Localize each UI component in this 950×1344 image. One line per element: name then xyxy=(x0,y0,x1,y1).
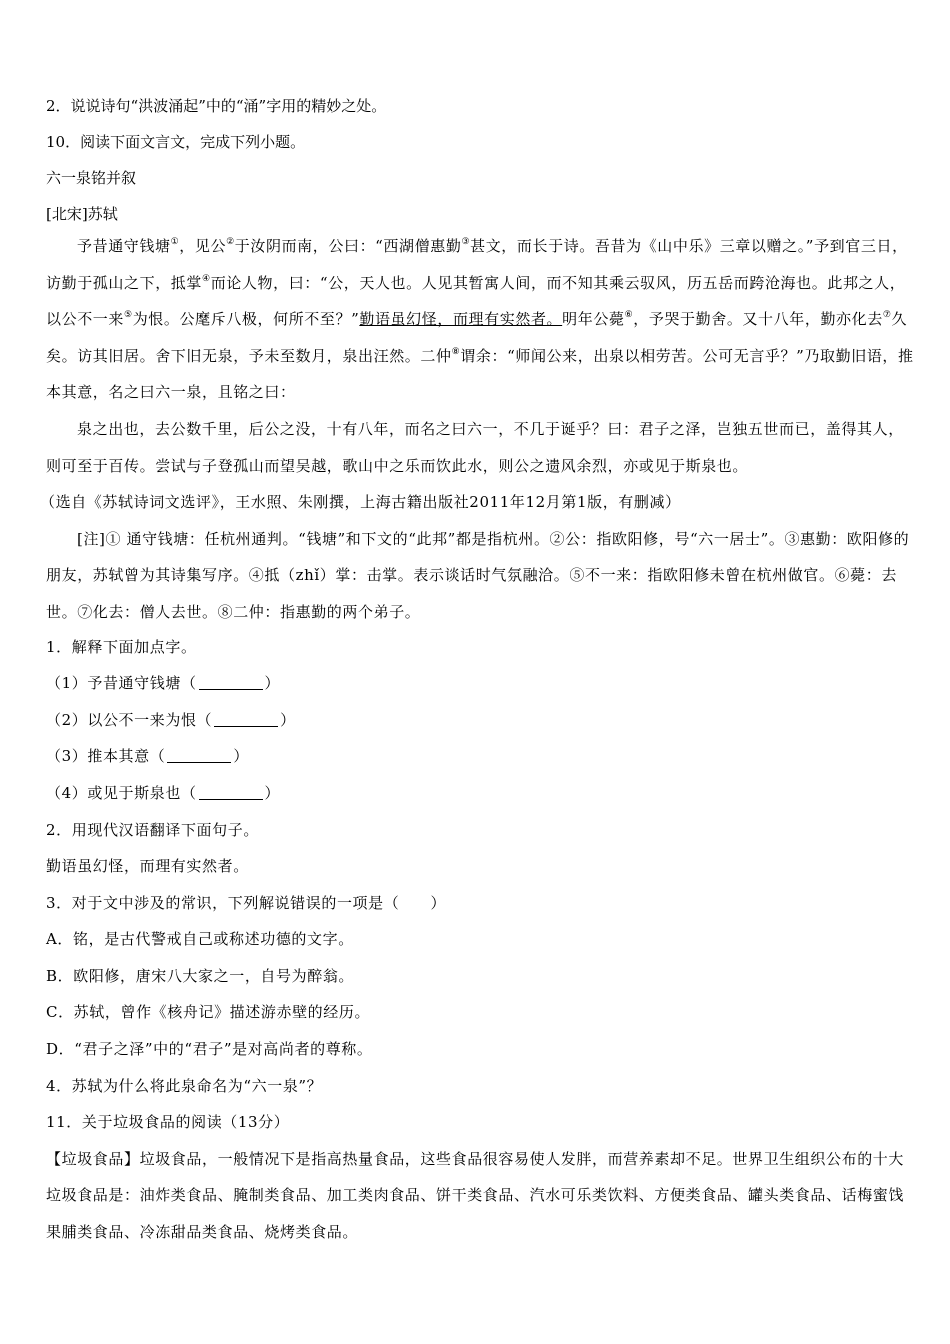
note-ref: ② xyxy=(226,237,235,247)
answer-blank[interactable] xyxy=(199,675,263,690)
essay-author: [北宋]苏轼 xyxy=(46,205,118,223)
question-1: 1．解释下面加点字。 xyxy=(46,637,197,656)
source-citation: （选自《苏轼诗词文选评》，王水照、朱刚撰，上海古籍出版社2011年12月第1版，有删减） xyxy=(40,493,681,512)
note-ref: ④ xyxy=(202,273,211,284)
answer-blank[interactable] xyxy=(167,748,231,763)
question-9-2: 2．说说诗句“洪波涌起”中的“涌”字用的精妙之处。 xyxy=(46,97,387,115)
q3-option-b: B．欧阳修，唐宋八大家之一，自号为醉翁。 xyxy=(46,966,355,985)
q3-option-d: D．“君子之泽”中的“君子”是对高尚者的尊称。 xyxy=(46,1040,373,1059)
question-11-text: 【垃圾食品】垃圾食品，一般情况下是指高热量食品，这些食品很容易使人发胖，而营养素却不足。世界卫生组织公布的十大垃圾食品是：油炸类食品、腌制类食品、加工类肉食品、饼干类食品、汽水可乐类饮料、方便类食品、罐头类食品、话梅蜜饯果脯类食品、冷冻甜品类食品、烧烤类食品。 xyxy=(46,1149,905,1242)
essay-paragraph-2: 泉之出也，去公数千里，后公之没，十有八年，而名之曰六一，不几于诞乎？曰：君子之泽，岂独五世而已，盖得其人，则可至于百传。尝试与子登孤山而望吴越，歌山中之乐而饮此水，则公之遗风余烈，亦或见于斯泉也。 xyxy=(46,419,904,475)
essay-paragraph-1: 予昔通守钱塘①，见公②于汝阴而南，公曰：“西湖僧惠勤③甚文，而长于诗。吾昔为《山中乐》三章以赠之。”予到官三日，访勤于孤山之下，抵掌④而论人物，曰：“公，天人也。人见其暂寓人间，而不知其乘云驭风，历五岳而跨沧海也。此邦之人，以公不一来⑤为恨。公麾斥八极，何所不至？”勤语虽幻怪，而理有实然者。明年公薨⑥，予哭于勤舍。又十八年，勤亦化去⑦久矣。访其旧居。舍下旧无泉，予未至数月，泉出汪然。二仲⑧谓余：“师闻公来，出泉以相劳苦。公可无言乎？”乃取勤旧语，推本其意，名之曰六一泉，且铭之曰： xyxy=(46,237,914,402)
answer-blank[interactable] xyxy=(214,712,278,727)
note-ref: ① xyxy=(170,237,180,247)
question-4: 4．苏轼为什么将此泉命名为“六一泉”？ xyxy=(46,1076,323,1095)
q3-option-c: C．苏轼，曾作《核舟记》描述游赤壁的经历。 xyxy=(46,1003,371,1022)
q1-item-2: （2）以公不一来为恨（ ） xyxy=(46,710,296,729)
q3-option-a: A．铭，是古代警戒自己或称述功德的文字。 xyxy=(46,930,354,949)
underlined-sentence: 勤语虽幻怪，而理有实然者。 xyxy=(359,310,563,329)
question-2: 2．用现代汉语翻译下面句子。 xyxy=(46,820,259,839)
q1-item-1: （1）予昔通守钱塘（ ） xyxy=(46,674,281,693)
document-page xyxy=(40,96,916,1251)
answer-blank[interactable] xyxy=(199,785,263,800)
question-3: 3．对于文中涉及的常识，下列解说错误的一项是（ ） xyxy=(46,893,447,912)
question-2-sentence: 勤语虽幻怪，而理有实然者。 xyxy=(46,857,249,876)
q1-item-3: （3）推本其意（ ） xyxy=(46,747,249,766)
note-ref: ⑧ xyxy=(451,346,461,357)
note-ref: ⑤ xyxy=(124,310,133,321)
note-ref: ⑥ xyxy=(624,310,634,321)
q1-item-4: （4）或见于斯泉也（ ） xyxy=(46,783,281,802)
note-ref: ③ xyxy=(461,237,471,247)
question-11-title: 11．关于垃圾食品的阅读（13分） xyxy=(46,1113,290,1132)
question-10-title: 10．阅读下面文言文，完成下列小题。 xyxy=(46,133,306,151)
note-ref: ⑦ xyxy=(882,310,892,321)
essay-title: 六一泉铭并叙 xyxy=(46,169,137,187)
annotations: [注]① 通守钱塘：任杭州通判。“钱塘”和下文的“此邦”都是指杭州。②公：指欧阳修，号“六一居士”。③惠勤：欧阳修的朋友，苏轼曾为其诗集写序。④抵（zhǐ）掌：击掌。表示谈话时气氛融洽。⑤不一来：指欧阳修未曾在杭州做官。⑥薨：去世。⑦化去：僧人去世。⑧二仲：指惠勤的两个弟子。 xyxy=(46,529,910,621)
